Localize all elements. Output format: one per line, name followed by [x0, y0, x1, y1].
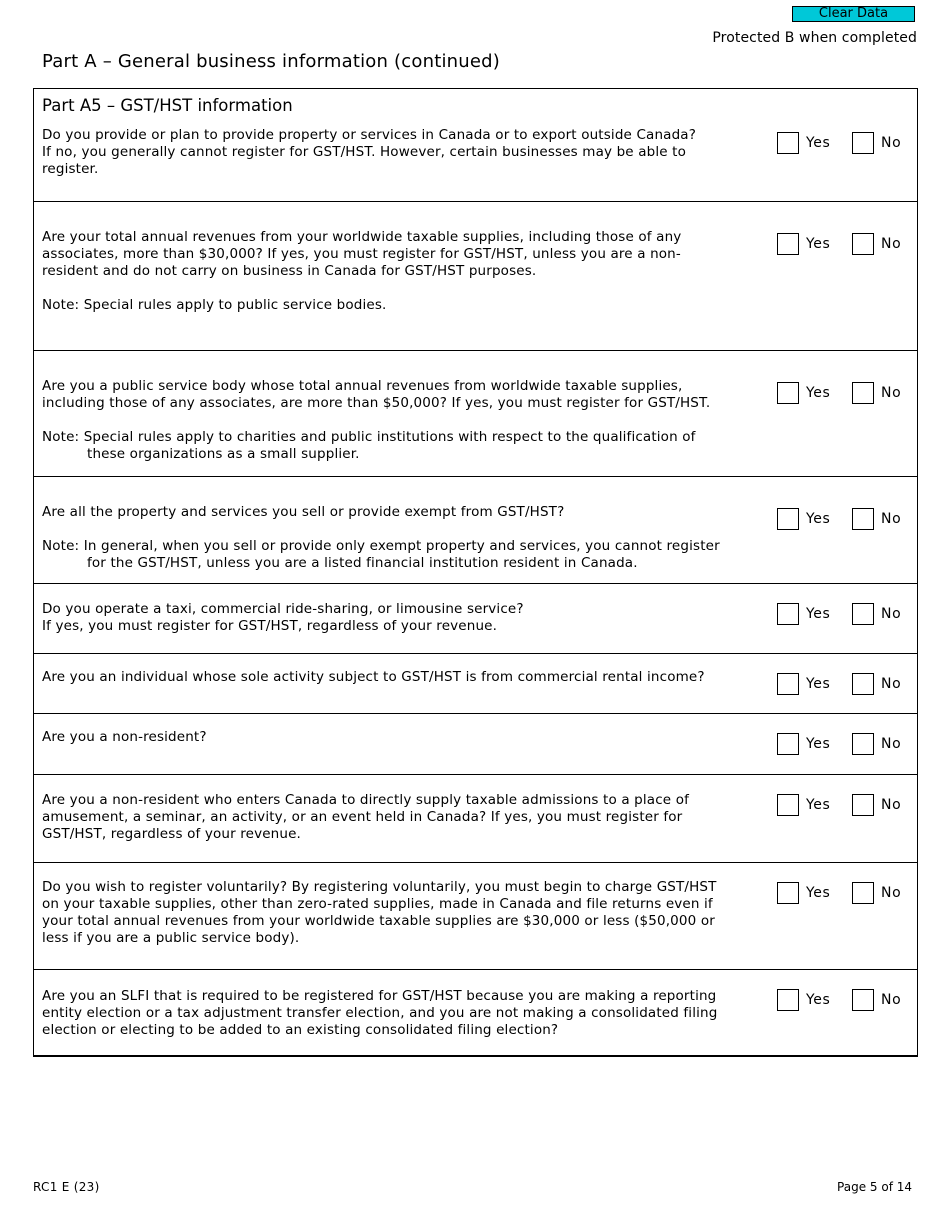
- yes-option[interactable]: [777, 381, 830, 405]
- no-label: No: [881, 992, 902, 1008]
- yes-checkbox[interactable]: [777, 733, 799, 755]
- yes-no-group: [777, 732, 917, 756]
- no-checkbox[interactable]: [852, 382, 874, 404]
- yes-checkbox[interactable]: [777, 508, 799, 530]
- question-row: [34, 774, 917, 862]
- yes-option[interactable]: [777, 672, 830, 696]
- question-row: [34, 969, 917, 1055]
- no-option[interactable]: [852, 602, 901, 626]
- question-row: [34, 583, 917, 653]
- question-row: [34, 89, 917, 201]
- no-checkbox[interactable]: [852, 508, 874, 530]
- no-option[interactable]: [852, 988, 901, 1012]
- no-option[interactable]: [852, 232, 901, 256]
- yes-option[interactable]: [777, 732, 830, 756]
- question-line: If yes, you must register for GST/HST, regardless of your revenue.: [42, 618, 498, 634]
- question-note: Note: Special rules apply to charities and public institutions with respect to the qualification of these organizations as a small supplier.: [42, 429, 696, 462]
- question-line: Are all the property and services you sell or provide exempt from GST/HST?: [42, 504, 565, 520]
- yes-label: Yes: [806, 797, 831, 813]
- question-text: [42, 601, 732, 635]
- question-line: Are you a non-resident who enters Canada to directly supply taxable admissions to a place of amusement, a seminar, an activity, or an event held in Canada? If yes, you must register for GST/HST, regardless of your revenue.: [42, 792, 690, 842]
- no-option[interactable]: [852, 131, 901, 155]
- question-line: Do you provide or plan to provide property or services in Canada or to export outside Canada?: [42, 127, 697, 143]
- question-text: [42, 729, 732, 746]
- no-option[interactable]: [852, 881, 901, 905]
- yes-option[interactable]: [777, 232, 830, 256]
- yes-label: Yes: [806, 385, 831, 401]
- no-option[interactable]: [852, 672, 901, 696]
- question-text: [42, 229, 732, 314]
- question-line: Are you a non-resident?: [42, 729, 207, 745]
- question-note: Note: In general, when you sell or provide only exempt property and services, you cannot register for the GST/HST, unless you are a listed financial institution resident in Canada.: [42, 538, 720, 571]
- question-text: [42, 378, 732, 463]
- form-id: RC1 E (23): [33, 1180, 100, 1194]
- yes-option[interactable]: [777, 881, 830, 905]
- no-label: No: [881, 385, 902, 401]
- yes-no-group: [777, 988, 917, 1012]
- yes-label: Yes: [806, 135, 831, 151]
- no-checkbox[interactable]: [852, 233, 874, 255]
- no-label: No: [881, 885, 902, 901]
- no-label: No: [881, 797, 902, 813]
- question-row: [34, 653, 917, 713]
- question-line: Are your total annual revenues from your worldwide taxable supplies, including those of any associates, more than $30,000? If yes, you must register for GST/HST, unless you are a non-resident and do not carry on business in Canada for GST/HST purposes.: [42, 229, 682, 279]
- yes-checkbox[interactable]: [777, 673, 799, 695]
- section-title: Part A5 – GST/HST information: [42, 96, 293, 115]
- yes-label: Yes: [806, 236, 831, 252]
- no-checkbox[interactable]: [852, 733, 874, 755]
- yes-option[interactable]: [777, 988, 830, 1012]
- yes-option[interactable]: [777, 793, 830, 817]
- yes-no-group: [777, 507, 917, 531]
- question-line: Do you operate a taxi, commercial ride-sharing, or limousine service?: [42, 601, 524, 617]
- yes-label: Yes: [806, 885, 831, 901]
- yes-no-group: [777, 131, 917, 155]
- question-line: Are you an individual whose sole activity subject to GST/HST is from commercial rental income?: [42, 669, 705, 685]
- question-line: If no, you generally cannot register for GST/HST. However, certain businesses may be able to register.: [42, 144, 687, 177]
- yes-option[interactable]: [777, 507, 830, 531]
- no-checkbox[interactable]: [852, 989, 874, 1011]
- question-row: [34, 476, 917, 583]
- yes-option[interactable]: [777, 131, 830, 155]
- no-label: No: [881, 236, 902, 252]
- page-title: Part A – General business information (continued): [42, 51, 500, 72]
- yes-checkbox[interactable]: [777, 382, 799, 404]
- question-text: [42, 669, 732, 686]
- no-checkbox[interactable]: [852, 603, 874, 625]
- no-label: No: [881, 676, 902, 692]
- question-row: [34, 201, 917, 350]
- no-checkbox[interactable]: [852, 882, 874, 904]
- protected-label: Protected B when completed: [712, 30, 917, 46]
- yes-checkbox[interactable]: [777, 233, 799, 255]
- yes-no-group: [777, 381, 917, 405]
- question-text: [42, 504, 732, 572]
- yes-no-group: [777, 232, 917, 256]
- question-line: Are you an SLFI that is required to be registered for GST/HST because you are making a reporting entity election or a tax adjustment transfer election, and you are not making a consolidated filing election or electing to be added to an existing consolidated filing election?: [42, 988, 718, 1038]
- question-line: Do you wish to register voluntarily? By registering voluntarily, you must begin to charge GST/HST on your taxable supplies, other than zero-rated supplies, made in Canada and file returns even if your total annual revenues from your worldwide taxable supplies are $30,000 or less ($50,000 or less if you are a public service body).: [42, 879, 717, 946]
- question-row: [34, 862, 917, 969]
- yes-checkbox[interactable]: [777, 794, 799, 816]
- clear-data-button[interactable]: Clear Data: [792, 6, 915, 22]
- yes-no-group: [777, 793, 917, 817]
- yes-checkbox[interactable]: [777, 882, 799, 904]
- yes-label: Yes: [806, 676, 831, 692]
- question-note: Note: Special rules apply to public service bodies.: [42, 297, 387, 313]
- yes-label: Yes: [806, 511, 831, 527]
- yes-no-group: [777, 672, 917, 696]
- yes-label: Yes: [806, 992, 831, 1008]
- question-row: [34, 350, 917, 476]
- question-text: [42, 127, 732, 178]
- no-checkbox[interactable]: [852, 673, 874, 695]
- yes-checkbox[interactable]: [777, 603, 799, 625]
- no-label: No: [881, 135, 902, 151]
- question-text: [42, 879, 732, 947]
- question-row: [34, 713, 917, 774]
- no-option[interactable]: [852, 732, 901, 756]
- yes-no-group: [777, 602, 917, 626]
- question-text: [42, 988, 732, 1039]
- page-number: Page 5 of 14: [837, 1180, 912, 1194]
- question-text: [42, 792, 732, 843]
- yes-option[interactable]: [777, 602, 830, 626]
- yes-label: Yes: [806, 736, 831, 752]
- yes-checkbox[interactable]: [777, 132, 799, 154]
- question-line: Are you a public service body whose total annual revenues from worldwide taxable supplies, including those of any associates, are more than $50,000? If yes, you must register for GST/HST.: [42, 378, 711, 411]
- no-label: No: [881, 606, 902, 622]
- no-option[interactable]: [852, 793, 901, 817]
- gst-hst-section: [33, 88, 918, 1057]
- yes-no-group: [777, 881, 917, 905]
- no-option[interactable]: [852, 507, 901, 531]
- yes-label: Yes: [806, 606, 831, 622]
- no-option[interactable]: [852, 381, 901, 405]
- no-checkbox[interactable]: [852, 132, 874, 154]
- no-checkbox[interactable]: [852, 794, 874, 816]
- no-label: No: [881, 736, 902, 752]
- yes-checkbox[interactable]: [777, 989, 799, 1011]
- no-label: No: [881, 511, 902, 527]
